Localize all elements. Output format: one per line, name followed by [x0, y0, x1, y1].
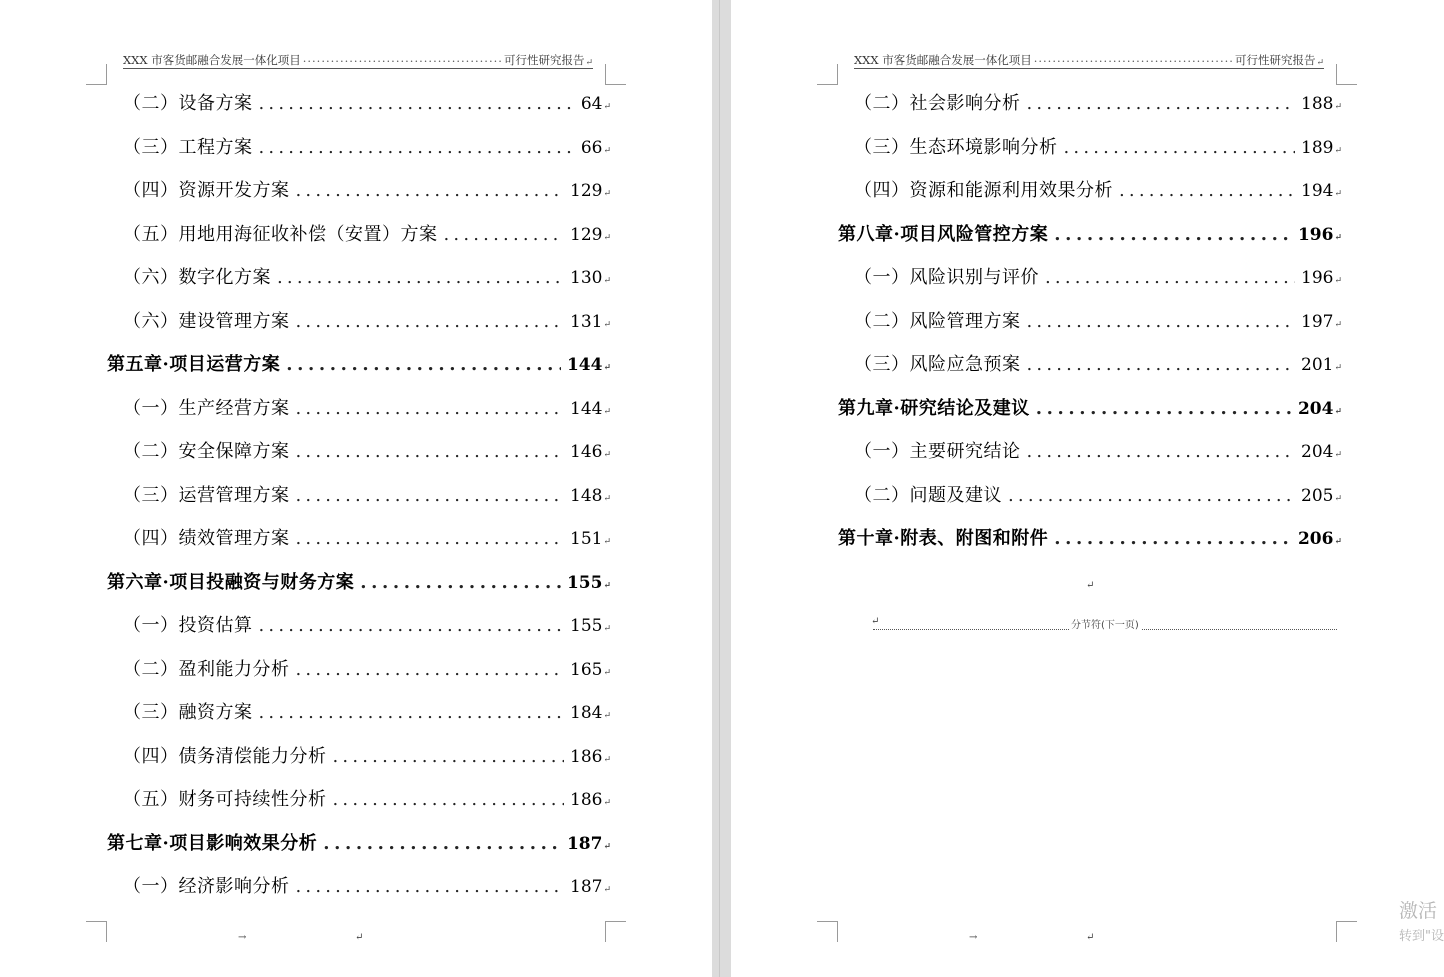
toc-page-number: 196	[1297, 225, 1334, 245]
toc-dot-leader	[1045, 266, 1295, 290]
paragraph-mark-icon: ↵	[603, 276, 611, 286]
toc-section-entry[interactable]	[854, 353, 1342, 377]
paragraph-mark-icon: ↵	[1334, 233, 1342, 243]
paragraph-mark-icon: ↵	[603, 102, 611, 112]
paragraph-mark-icon: ↵	[1334, 320, 1342, 330]
toc-page-number: 155	[566, 573, 603, 593]
toc-entry-title: （三）融资方案	[123, 702, 253, 723]
toc-page-number: 196	[1301, 268, 1334, 288]
toc-dot-leader	[286, 353, 561, 377]
paragraph-mark-icon: ↵	[1334, 102, 1342, 112]
paragraph-mark-icon: ↵	[603, 711, 611, 721]
toc-entry-title: （一）主要研究结论	[854, 441, 1021, 462]
document-page-left	[0, 0, 712, 977]
paragraph-mark-icon: ↵	[603, 146, 611, 156]
toc-entry-title: 第八章·项目风险管控方案	[838, 224, 1049, 245]
toc-entry-title: 第七章·项目影响效果分析	[107, 833, 318, 854]
toc-page-number: 186	[570, 747, 603, 767]
toc-entry-title: （三）工程方案	[123, 137, 253, 158]
toc-page-number: 184	[570, 703, 603, 723]
toc-dot-leader	[1054, 527, 1292, 551]
toc-section-entry[interactable]	[123, 614, 611, 638]
crop-mark-top-left	[817, 64, 838, 85]
toc-entry-title: （三）风险应急预案	[854, 354, 1021, 375]
toc-section-entry[interactable]	[123, 745, 611, 769]
toc-page-number: 155	[570, 616, 603, 636]
toc-dot-leader	[277, 266, 564, 290]
toc-dot-leader	[296, 875, 565, 899]
section-break-label: 分节符(下一页)	[1069, 616, 1141, 631]
toc-page-number: 187	[566, 834, 603, 854]
crop-mark-top-left	[86, 64, 107, 85]
toc-section-entry[interactable]	[123, 527, 611, 551]
header-left-text: XXX 市客货邮融合发展一体化项目	[854, 53, 1032, 67]
toc-page-number: 186	[570, 790, 603, 810]
crop-mark-bottom-right	[605, 921, 626, 942]
tab-mark-icon: →	[969, 932, 978, 943]
toc-entry-title: （五）财务可持续性分析	[123, 789, 327, 810]
toc-section-entry[interactable]	[123, 179, 611, 203]
toc-entry-title: （四）资源开发方案	[123, 180, 290, 201]
paragraph-mark-icon: ↵	[585, 58, 593, 68]
toc-section-entry[interactable]	[854, 440, 1342, 464]
toc-section-entry[interactable]	[123, 484, 611, 508]
toc-dot-leader	[259, 614, 565, 638]
toc-page-number: 189	[1301, 138, 1334, 158]
toc-dot-leader	[296, 484, 565, 508]
toc-page-number: 205	[1301, 486, 1334, 506]
page-gap	[712, 0, 731, 977]
toc-entry-title: （六）数字化方案	[123, 267, 271, 288]
toc-page-number: 204	[1297, 399, 1334, 419]
toc-entry-title: （四）资源和能源利用效果分析	[854, 180, 1113, 201]
paragraph-mark-icon: ↵	[603, 363, 611, 373]
toc-section-entry[interactable]	[123, 223, 611, 247]
toc-entry-title: （二）安全保障方案	[123, 441, 290, 462]
paragraph-mark-icon: ↵	[1334, 363, 1342, 373]
crop-mark-bottom-left	[86, 921, 107, 942]
crop-mark-top-right	[1336, 64, 1357, 85]
watermark-line-1: 激活	[1399, 900, 1438, 922]
toc-section-entry[interactable]	[854, 92, 1342, 116]
toc-page-number: 194	[1301, 181, 1334, 201]
toc-entry-title: （二）社会影响分析	[854, 93, 1021, 114]
toc-chapter-entry[interactable]	[107, 832, 611, 856]
paragraph-mark-icon: ↵	[1334, 450, 1342, 460]
paragraph-mark-icon: ↵	[355, 932, 364, 943]
toc-entry-title: （三）运营管理方案	[123, 485, 290, 506]
toc-entry-title: （四）绩效管理方案	[123, 528, 290, 549]
toc-chapter-entry[interactable]	[838, 527, 1342, 551]
paragraph-mark-icon: ↵	[603, 668, 611, 678]
toc-page-number: 201	[1301, 355, 1334, 375]
document-page-right	[731, 0, 1444, 977]
paragraph-mark-icon: ↵	[603, 233, 611, 243]
page-header	[123, 52, 593, 69]
toc-page-number: 206	[1297, 529, 1334, 549]
paragraph-mark-icon: ↵	[1334, 146, 1342, 156]
watermark-line-2: 转到"设	[1399, 929, 1444, 944]
toc-page-number: 151	[570, 529, 603, 549]
toc-section-entry[interactable]	[123, 440, 611, 464]
toc-page-number: 148	[570, 486, 603, 506]
crop-mark-bottom-left	[817, 921, 838, 942]
paragraph-mark-icon: ↵	[603, 842, 611, 852]
paragraph-mark-icon: ↵	[1334, 537, 1342, 547]
toc-page-number: 129	[570, 225, 603, 245]
toc-page-number: 165	[570, 660, 603, 680]
toc-dot-leader	[1119, 179, 1295, 203]
header-leader	[1034, 54, 1233, 68]
toc-entry-title: 第十章·附表、附图和附件	[838, 528, 1049, 549]
toc-dot-leader	[1036, 397, 1292, 421]
toc-entry-title: 第九章·研究结论及建议	[838, 398, 1030, 419]
toc-page-number: 129	[570, 181, 603, 201]
toc-dot-leader	[296, 310, 565, 334]
header-leader	[303, 54, 502, 68]
paragraph-mark-icon: ↵	[603, 537, 611, 547]
toc-page-number: 204	[1301, 442, 1334, 462]
toc-entry-title: （二）风险管理方案	[854, 311, 1021, 332]
toc-section-entry[interactable]	[854, 310, 1342, 334]
paragraph-mark-icon: ↵	[1334, 494, 1342, 504]
toc-section-entry[interactable]	[854, 484, 1342, 508]
toc-dot-leader	[1008, 484, 1295, 508]
paragraph-mark-icon: ↵	[1334, 407, 1342, 417]
toc-section-entry[interactable]	[123, 310, 611, 334]
toc-dot-leader	[296, 179, 565, 203]
toc-dot-leader	[444, 223, 565, 247]
toc-entry-title: （一）生产经营方案	[123, 398, 290, 419]
toc-entry-title: 第五章·项目运营方案	[107, 354, 281, 375]
toc-page-number: 131	[570, 312, 603, 332]
toc-dot-leader	[323, 832, 561, 856]
toc-section-entry[interactable]	[123, 875, 611, 899]
toc-entry-title: （三）生态环境影响分析	[854, 137, 1058, 158]
paragraph-mark-icon: ↵	[1086, 932, 1095, 943]
toc-dot-leader	[296, 527, 565, 551]
paragraph-mark-icon: ↵	[603, 407, 611, 417]
toc-section-entry[interactable]	[123, 266, 611, 290]
toc-section-entry[interactable]	[854, 179, 1342, 203]
toc-entry-title: （二）问题及建议	[854, 485, 1002, 506]
crop-mark-top-right	[605, 64, 626, 85]
toc-dot-leader	[259, 92, 575, 116]
paragraph-mark-icon: ↵	[1334, 189, 1342, 199]
toc-section-entry[interactable]	[123, 658, 611, 682]
toc-section-entry[interactable]	[123, 92, 611, 116]
paragraph-mark-icon: ↵	[603, 581, 611, 591]
toc-entry-title: （二）盈利能力分析	[123, 659, 290, 680]
toc-page-number: 66	[580, 138, 603, 158]
toc-page-number: 64	[580, 94, 603, 114]
toc-section-entry[interactable]	[123, 136, 611, 160]
toc-section-entry[interactable]	[123, 788, 611, 812]
paragraph-mark-icon: ↵	[603, 885, 611, 895]
paragraph-mark-icon: ↵	[603, 494, 611, 504]
toc-dot-leader	[333, 788, 565, 812]
toc-page-number: 144	[570, 399, 603, 419]
paragraph-mark-icon: ↵	[1334, 276, 1342, 286]
paragraph-mark-icon: ↵	[1086, 580, 1095, 591]
paragraph-mark-icon: ↵	[871, 616, 880, 627]
toc-chapter-entry[interactable]	[838, 397, 1342, 421]
toc-entry-title: （一）投资估算	[123, 615, 253, 636]
toc-dot-leader	[259, 136, 575, 160]
toc-section-entry[interactable]	[854, 136, 1342, 160]
toc-section-entry[interactable]	[854, 266, 1342, 290]
toc-chapter-entry[interactable]	[107, 571, 611, 595]
paragraph-mark-icon: ↵	[1316, 58, 1324, 68]
crop-mark-bottom-right	[1336, 921, 1357, 942]
header-left-text: XXX 市客货邮融合发展一体化项目	[123, 53, 301, 67]
paragraph-mark-icon: ↵	[603, 624, 611, 634]
toc-page-number: 188	[1301, 94, 1334, 114]
toc-section-entry[interactable]	[123, 701, 611, 725]
toc-dot-leader	[1064, 136, 1296, 160]
toc-page-number: 144	[566, 355, 603, 375]
section-break	[873, 617, 1337, 630]
header-right-text: 可行性研究报告	[503, 53, 585, 67]
toc-page-number: 197	[1301, 312, 1334, 332]
toc-entry-title: （四）债务清偿能力分析	[123, 746, 327, 767]
toc-entry-title: （一）经济影响分析	[123, 876, 290, 897]
paragraph-mark-icon: ↵	[603, 189, 611, 199]
toc-dot-leader	[259, 701, 565, 725]
toc-chapter-entry[interactable]	[107, 353, 611, 377]
toc-page-number: 187	[570, 877, 603, 897]
toc-entry-title: （二）设备方案	[123, 93, 253, 114]
toc-dot-leader	[296, 440, 565, 464]
paragraph-mark-icon: ↵	[603, 755, 611, 765]
toc-dot-leader	[360, 571, 561, 595]
toc-dot-leader	[1027, 92, 1296, 116]
tab-mark-icon: →	[238, 932, 247, 943]
toc-dot-leader	[1027, 353, 1296, 377]
toc-entry-title: 第六章·项目投融资与财务方案	[107, 572, 355, 593]
toc-dot-leader	[296, 397, 565, 421]
toc-chapter-entry[interactable]	[838, 223, 1342, 247]
paragraph-mark-icon: ↵	[603, 798, 611, 808]
toc-dot-leader	[1027, 310, 1296, 334]
toc-dot-leader	[1027, 440, 1296, 464]
toc-entry-title: （六）建设管理方案	[123, 311, 290, 332]
toc-dot-leader	[333, 745, 565, 769]
toc-page-number: 130	[570, 268, 603, 288]
header-right-text: 可行性研究报告	[1234, 53, 1316, 67]
paragraph-mark-icon: ↵	[603, 450, 611, 460]
toc-section-entry[interactable]	[123, 397, 611, 421]
activation-watermark	[1399, 896, 1444, 944]
toc-entry-title: （一）风险识别与评价	[854, 267, 1039, 288]
paragraph-mark-icon: ↵	[603, 320, 611, 330]
toc-dot-leader	[296, 658, 565, 682]
toc-entry-title: （五）用地用海征收补偿（安置）方案	[123, 224, 438, 245]
page-header	[854, 52, 1324, 69]
toc-dot-leader	[1054, 223, 1292, 247]
toc-page-number: 146	[570, 442, 603, 462]
